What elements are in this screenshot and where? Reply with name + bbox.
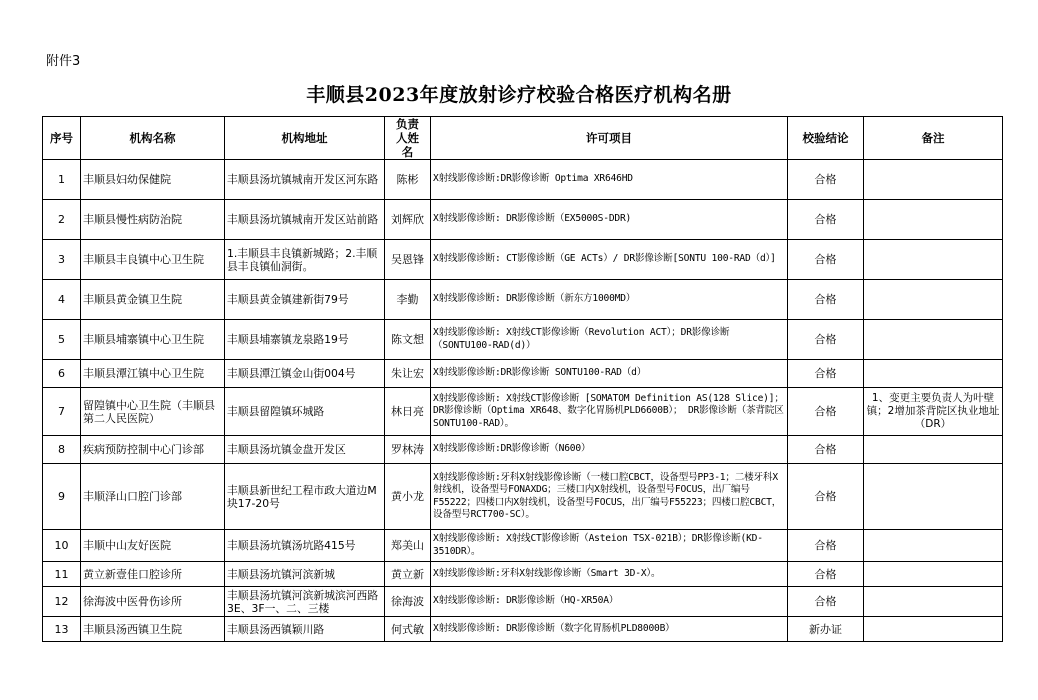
cell-remark: [864, 240, 1003, 280]
cell-result: 合格: [788, 280, 864, 320]
table-row: [43, 587, 1003, 617]
cell-address: 1.丰顺县丰良镇新城路；2.丰顺县丰良镇仙洞街。: [225, 240, 385, 280]
cell-person: 何式敏: [385, 617, 431, 642]
cell-result: 合格: [788, 200, 864, 240]
header-name: 机构名称: [81, 117, 225, 160]
table-row: [43, 200, 1003, 240]
cell-name: 丰顺泽山口腔门诊部: [81, 464, 225, 530]
cell-name: 丰顺县黄金镇卫生院: [81, 280, 225, 320]
cell-license: X射线影像诊断: DR影像诊断（HQ-XR50A）: [431, 587, 788, 617]
cell-remark: [864, 280, 1003, 320]
header-remark: 备注: [864, 117, 1003, 160]
cell-address: 丰顺县埔寨镇龙泉路19号: [225, 320, 385, 360]
cell-no: 4: [43, 280, 81, 320]
cell-address: 丰顺县汤坑镇河滨新城: [225, 562, 385, 587]
cell-address: 丰顺县汤坑镇河滨新城滨河西路3E、3F一、二、三楼: [225, 587, 385, 617]
cell-address: 丰顺县新世纪工程市政大道边M块17-20号: [225, 464, 385, 530]
cell-no: 11: [43, 562, 81, 587]
cell-address: 丰顺县汤西镇颖川路: [225, 617, 385, 642]
cell-license: X射线影像诊断:DR影像诊断（N600）: [431, 436, 788, 464]
cell-result: 新办证: [788, 617, 864, 642]
cell-license: X射线影像诊断:DR影像诊断 SONTU100-RAD（d）: [431, 360, 788, 388]
table-row: [43, 160, 1003, 200]
cell-person: 吴恩锋: [385, 240, 431, 280]
cell-no: 3: [43, 240, 81, 280]
cell-name: 丰顺县埔寨镇中心卫生院: [81, 320, 225, 360]
cell-person: 刘辉欣: [385, 200, 431, 240]
cell-no: 10: [43, 530, 81, 562]
cell-remark: [864, 562, 1003, 587]
cell-license: X射线影像诊断: X射线CT影像诊断（Revolution ACT）；DR影像诊断（SONTU100-RAD(d)）: [431, 320, 788, 360]
cell-person: 陈文想: [385, 320, 431, 360]
cell-no: 6: [43, 360, 81, 388]
cell-no: 12: [43, 587, 81, 617]
cell-remark: [864, 464, 1003, 530]
cell-person: 黄立新: [385, 562, 431, 587]
cell-license: X射线影像诊断: X射线CT影像诊断 [SOMATOM Definition AS(128 Slice)]； DR影像诊断（Optima XR648、数字化胃肠机PLD6600B）； DR影像诊断（茶背院区 SONTU100-RAD）。: [431, 388, 788, 436]
cell-no: 9: [43, 464, 81, 530]
table-row: [43, 617, 1003, 642]
cell-result: 合格: [788, 360, 864, 388]
cell-address: 丰顺县潭江镇金山街004号: [225, 360, 385, 388]
cell-address: 丰顺县黄金镇建新街79号: [225, 280, 385, 320]
cell-result: 合格: [788, 160, 864, 200]
cell-person: 黄小龙: [385, 464, 431, 530]
cell-person: 朱让宏: [385, 360, 431, 388]
cell-remark: [864, 200, 1003, 240]
cell-address: 丰顺县汤坑镇汤坑路415号: [225, 530, 385, 562]
cell-remark: 1、变更主要负责人为叶壁镇；2增加茶背院区执业地址（DR）: [864, 388, 1003, 436]
cell-remark: [864, 587, 1003, 617]
cell-result: 合格: [788, 388, 864, 436]
cell-name: 丰顺县慢性病防治院: [81, 200, 225, 240]
header-person: 负责人姓名: [385, 117, 431, 160]
cell-address: 丰顺县汤坑镇城南开发区站前路: [225, 200, 385, 240]
table-row: [43, 280, 1003, 320]
cell-result: 合格: [788, 562, 864, 587]
cell-person: 陈彬: [385, 160, 431, 200]
header-no: 序号: [43, 117, 81, 160]
cell-license: X射线影像诊断: X射线CT影像诊断（Asteion TSX-021B）；DR影像诊断(KD-3510DR）。: [431, 530, 788, 562]
table-body: [43, 160, 1003, 642]
cell-result: 合格: [788, 587, 864, 617]
cell-no: 8: [43, 436, 81, 464]
table-row: [43, 562, 1003, 587]
header-license: 许可项目: [431, 117, 788, 160]
table-header-row: [43, 117, 1003, 160]
cell-no: 5: [43, 320, 81, 360]
table-row: [43, 320, 1003, 360]
cell-license: X射线影像诊断:DR影像诊断 Optima XR646HD: [431, 160, 788, 200]
cell-no: 13: [43, 617, 81, 642]
cell-license: X射线影像诊断: DR影像诊断（数字化胃肠机PLD8000B）: [431, 617, 788, 642]
cell-license: X射线影像诊断: DR影像诊断（EX5000S-DDR): [431, 200, 788, 240]
cell-address: 丰顺县留隍镇环城路: [225, 388, 385, 436]
cell-license: X射线影像诊断:牙科X射线影像诊断（一楼口腔CBCT，设备型号PP3-1；二楼牙科X射线机，设备型号FONAXDG；三楼口内X射线机，设备型号FOCUS，出厂编号F55222；四楼口内X射线机，设备型号FOCUS，出厂编号F55223；四楼口腔CBCT，设备型号RCT700-SC）。: [431, 464, 788, 530]
cell-license: X射线影像诊断: CT影像诊断（GE ACTs）/ DR影像诊断[SONTU 100-RAD（d）]: [431, 240, 788, 280]
cell-license: X射线影像诊断:牙科X射线影像诊断（Smart 3D-X）。: [431, 562, 788, 587]
cell-result: 合格: [788, 464, 864, 530]
cell-name: 丰顺县丰良镇中心卫生院: [81, 240, 225, 280]
cell-no: 1: [43, 160, 81, 200]
header-address: 机构地址: [225, 117, 385, 160]
header-result: 校验结论: [788, 117, 864, 160]
cell-no: 7: [43, 388, 81, 436]
table-row: [43, 388, 1003, 436]
cell-name: 丰顺中山友好医院: [81, 530, 225, 562]
page-title: 丰顺县2023年度放射诊疗校验合格医疗机构名册: [306, 84, 732, 106]
cell-no: 2: [43, 200, 81, 240]
cell-person: 李勤: [385, 280, 431, 320]
table-row: [43, 530, 1003, 562]
cell-license: X射线影像诊断: DR影像诊断（新东方1000MD）: [431, 280, 788, 320]
cell-result: 合格: [788, 530, 864, 562]
cell-person: 林日亮: [385, 388, 431, 436]
cell-name: 徐海波中医骨伤诊所: [81, 587, 225, 617]
cell-name: 疾病预防控制中心门诊部: [81, 436, 225, 464]
cell-remark: [864, 530, 1003, 562]
cell-remark: [864, 160, 1003, 200]
cell-result: 合格: [788, 240, 864, 280]
cell-name: 丰顺县汤西镇卫生院: [81, 617, 225, 642]
attachment-label: 附件3: [46, 54, 81, 69]
cell-address: 丰顺县汤坑镇金盘开发区: [225, 436, 385, 464]
cell-result: 合格: [788, 436, 864, 464]
cell-person: 罗林涛: [385, 436, 431, 464]
cell-name: 丰顺县妇幼保健院: [81, 160, 225, 200]
cell-person: 徐海波: [385, 587, 431, 617]
roster-table: [42, 116, 1003, 642]
table-row: [43, 464, 1003, 530]
cell-name: 留隍镇中心卫生院（丰顺县第二人民医院）: [81, 388, 225, 436]
cell-remark: [864, 320, 1003, 360]
cell-remark: [864, 436, 1003, 464]
cell-name: 黄立新壹佳口腔诊所: [81, 562, 225, 587]
cell-person: 郑美山: [385, 530, 431, 562]
cell-remark: [864, 360, 1003, 388]
cell-name: 丰顺县潭江镇中心卫生院: [81, 360, 225, 388]
table-row: [43, 436, 1003, 464]
table-row: [43, 360, 1003, 388]
table-row: [43, 240, 1003, 280]
cell-address: 丰顺县汤坑镇城南开发区河东路: [225, 160, 385, 200]
cell-remark: [864, 617, 1003, 642]
cell-result: 合格: [788, 320, 864, 360]
